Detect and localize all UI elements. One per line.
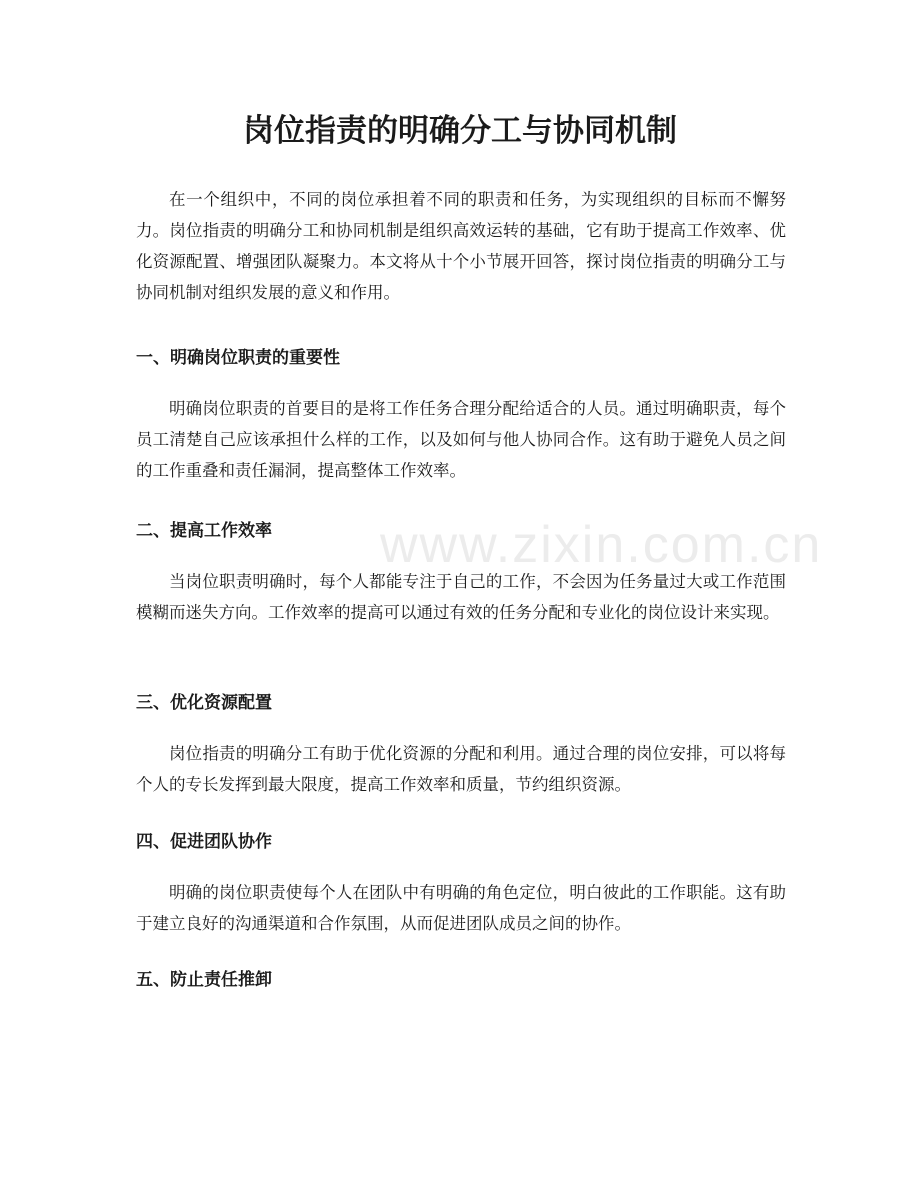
section-body-3: 岗位指责的明确分工有助于优化资源的分配和利用。通过合理的岗位安排，可以将每个人的专长发挥到最大限度，提高工作效率和质量，节约组织资源。: [136, 744, 786, 794]
document-title: 岗位指责的明确分工与协同机制: [243, 113, 677, 149]
section-body-4: 明确的岗位职责使每个人在团队中有明确的角色定位，明白彼此的工作职能。这有助于建立良好的沟通渠道和合作氛围，从而促进团队成员之间的协作。: [136, 883, 786, 933]
section-heading-2: 二、提高工作效率: [136, 521, 272, 541]
section-heading-3: 三、优化资源配置: [136, 693, 272, 713]
section-heading-4: 四、促进团队协作: [136, 832, 272, 852]
section-body-2: 当岗位职责明确时，每个人都能专注于自己的工作，不会因为任务量过大或工作范围模糊而迷失方向。工作效率的提高可以通过有效的任务分配和专业化的岗位设计来实现。: [136, 572, 786, 622]
section-heading-1: 一、明确岗位职责的重要性: [136, 348, 340, 368]
watermark: www.zixin.com.cn: [380, 516, 823, 574]
section-heading-5: 五、防止责任推卸: [136, 970, 272, 990]
intro-paragraph: 在一个组织中，不同的岗位承担着不同的职责和任务，为实现组织的目标而不懈努力。岗位指责的明确分工和协同机制是组织高效运转的基础，它有助于提高工作效率、优化资源配置、增强团队凝聚力。本文将从十个小节展开回答，探讨岗位指责的明确分工与协同机制对组织发展的意义和作用。: [136, 190, 786, 302]
section-body-1: 明确岗位职责的首要目的是将工作任务合理分配给适合的人员。通过明确职责，每个员工清楚自己应该承担什么样的工作，以及如何与他人协同合作。这有助于避免人员之间的工作重叠和责任漏洞，提高整体工作效率。: [136, 399, 786, 480]
